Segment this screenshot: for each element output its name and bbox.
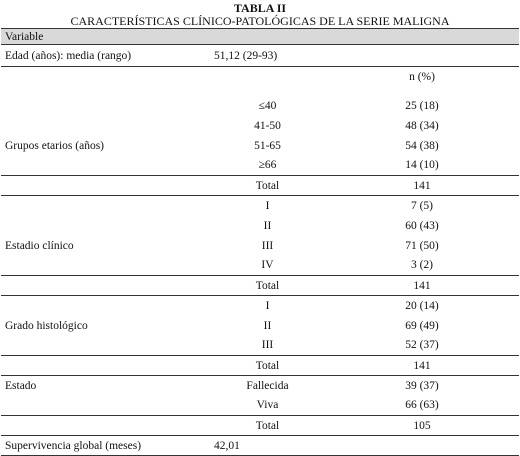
title-block <box>0 0 520 28</box>
histologic-grade-label: Grado histológico <box>5 319 88 332</box>
variable-header: Variable <box>1 29 210 45</box>
age-value: 51,12 (29-93) <box>214 49 278 62</box>
table-row: I 7 (5) <box>1 196 519 216</box>
table-row: ≥66 14 (10) <box>258 159 439 172</box>
histologic-grade-total-row: Total 141 <box>1 356 519 376</box>
age-groups-label: Grupos etarios (años) <box>5 139 105 152</box>
survival-label: Supervivencia global (meses) <box>1 436 210 456</box>
table-row: ≤40 25 (18) <box>258 99 439 112</box>
survival-value: 42,01 <box>210 436 325 456</box>
clinical-stage-total-row: Total 141 <box>1 276 519 296</box>
characteristics-table <box>1 28 519 456</box>
table-row: Viva 66 (63) <box>256 399 439 412</box>
n-header-row <box>1 67 519 87</box>
table-row: Estado Fallecida 39 (37) <box>1 376 519 396</box>
table-title: TABLA II <box>233 1 287 15</box>
age-label: Edad (años): media (rango) <box>5 49 132 62</box>
table-row: I 20 (14) <box>1 296 519 316</box>
table-row: Grupos etarios (años) 51-65 54 (38) <box>1 136 519 156</box>
status-label: Estado <box>1 376 210 396</box>
table-row: II 60 (43) <box>263 219 439 232</box>
table-row: Estadio clínico III 71 (50) <box>1 236 519 256</box>
table-row: Grado histológico II 69 (49) <box>1 316 519 336</box>
table-row: IV 3 (2) <box>261 259 434 272</box>
status-total-row: Total 105 <box>1 416 519 436</box>
survival-row <box>1 436 519 456</box>
table-row: III 52 (37) <box>261 339 439 352</box>
age-groups-total-row: Total 141 <box>1 176 519 196</box>
table-caption: CARACTERÍSTICAS CLÍNICO-PATOLÓGICAS DE LA SERIE MALIGNA <box>70 14 450 28</box>
n-percent-header: n (%) <box>325 67 519 87</box>
age-row <box>1 45 519 67</box>
table-header-row <box>1 29 519 45</box>
clinical-stage-label: Estadio clínico <box>5 239 74 252</box>
table-row: 41-50 48 (34) <box>254 119 439 132</box>
